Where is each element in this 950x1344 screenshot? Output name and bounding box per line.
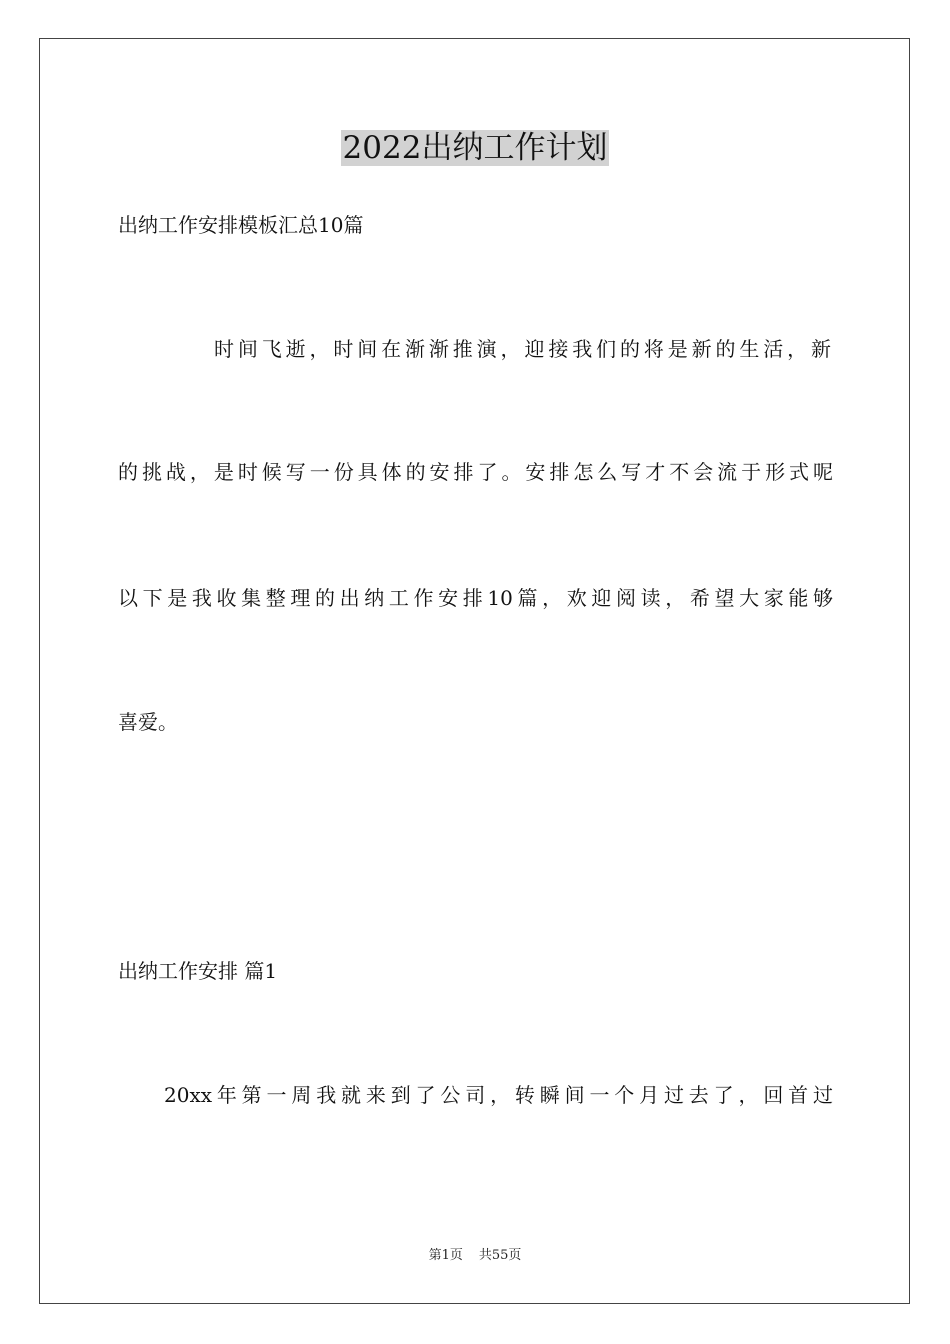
- document-title-text: 2022出纳工作计划: [342, 130, 608, 166]
- section-heading: 出纳工作安排 篇1: [118, 959, 278, 983]
- paragraph-line-4: 喜爱。: [118, 710, 178, 734]
- document-title: [0, 128, 950, 168]
- document-subtitle: 出纳工作安排模板汇总10篇: [118, 213, 364, 237]
- page-number: 第1页: [428, 1248, 463, 1263]
- page-total: 共55页: [478, 1248, 522, 1263]
- paragraph-line-2: 的挑战，是时候写一份具体的安排了。安排怎么写才不会流于形式呢: [118, 460, 833, 484]
- page-footer: [0, 1247, 950, 1265]
- paragraph-line-1: 时间飞逝，时间在渐渐推演，迎接我们的将是新的生活，新: [214, 337, 831, 361]
- paragraph-line-3: 以下是我收集整理的出纳工作安排10篇，欢迎阅读，希望大家能够: [118, 586, 833, 610]
- section-paragraph-line-1: 20xx年第一周我就来到了公司，转瞬间一个月过去了，回首过: [164, 1083, 833, 1107]
